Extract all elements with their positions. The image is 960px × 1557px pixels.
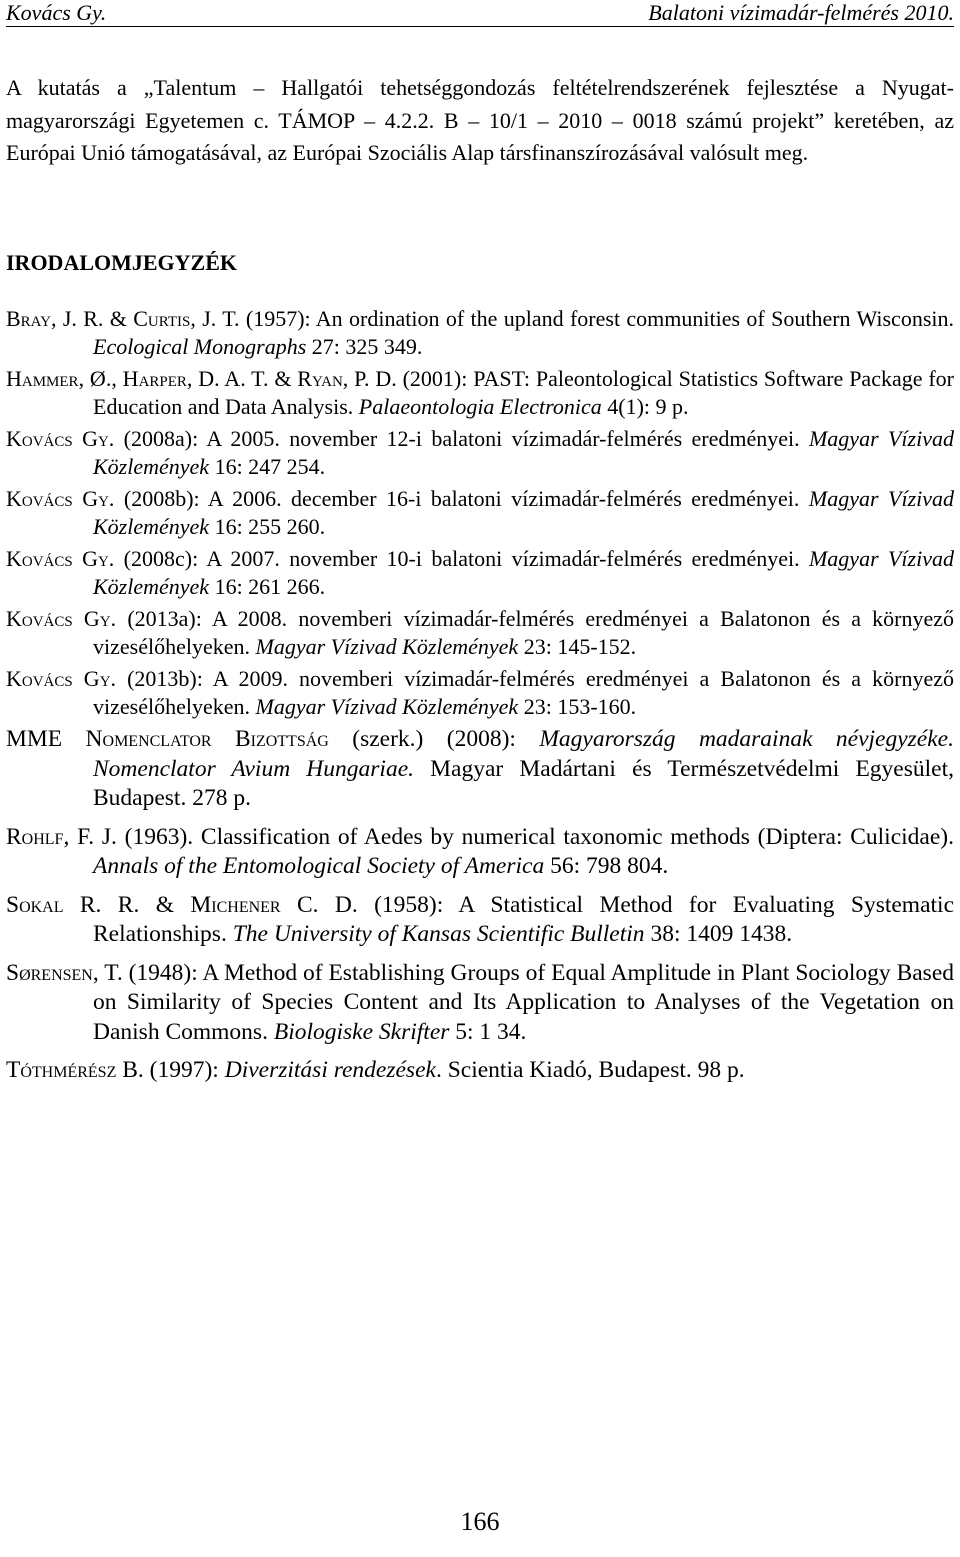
reference-text: (1948): A Method of Establishing Groups of Equal Amplitude in Plant Sociology Based on Similarity of Species Content and Its Application to Analyses of the Vegetation on Danish Commons. [93,959,954,1045]
reference-list [6,305,954,1095]
reference-source: Biologiske Skrifter [273,1018,450,1045]
reference-authors: Hammer, Ø., Harper, D. A. T. & Ryan, P. D. [6,366,397,391]
reference-item [6,365,954,420]
reference-authors: Rohlf, F. J. [6,823,117,850]
reference-text: (2001): PAST: Paleontological Statistics Software Package for Education and Data Analysis. [93,366,954,419]
reference-tail: Magyar Madártani és Természetvédelmi Egyesület, Budapest. 278 p. [93,755,954,811]
reference-text: (1997): [143,1057,225,1083]
reference-tail: 27: 325 349. [306,333,423,359]
reference-text: (1958): A Statistical Method for Evaluating Systematic Relationships. [93,891,954,947]
reference-authors: Bray, J. R. & Curtis, J. T. [6,306,240,331]
reference-tail: 23: 153-160. [518,693,637,719]
reference-item [6,305,954,360]
reference-source: Magyarország madarainak névjegyzéke. Nomenclator Avium Hungariae. [93,726,954,782]
reference-tail: 38: 1409 1438. [644,921,793,947]
reference-authors: Sørensen, T. [6,959,123,986]
header-author: Kovács Gy. [6,0,107,25]
reference-text: (2013b): A 2009. novemberi vízimadár-felmérés eredményei a Balatonon és a környező vizesélőhelyeken. [93,666,954,719]
reference-authors: Kovács Gy. [6,606,117,631]
reference-item [6,605,954,660]
reference-item [6,823,954,882]
reference-text: (2013a): A 2008. novemberi vízimadár-felmérés eredményei a Balatonon és a környező vizesélőhelyeken. [93,606,954,659]
reference-tail: 4(1): 9 p. [601,393,689,419]
reference-item [6,1056,954,1086]
reference-tail: 23: 145-152. [518,633,637,659]
reference-authors: Kovács Gy. [6,546,115,571]
reference-authors: Kovács Gy. [6,486,115,511]
section-title: IRODALOMJEGYZÉK [6,250,238,275]
reference-source: Magyar Vízivad Közlemények [255,693,519,719]
reference-text: (2008a): A 2005. november 12-i balatoni vízimadár-felmérés eredményei. [114,426,809,451]
reference-source: Magyar Vízivad Közlemények [93,546,954,599]
reference-item [6,665,954,720]
reference-text: (1963). Classification of Aedes by numerical taxonomic methods (Diptera: Culicidae). [116,823,954,850]
reference-tail: . Scientia Kiadó, Budapest. 98 p. [435,1057,745,1083]
reference-item [6,891,954,950]
reference-authors: Tóthmérész B. [6,1057,144,1083]
reference-source: Palaeontologia Electronica [358,393,602,419]
reference-item [6,425,954,480]
reference-tail: 16: 247 254. [209,453,326,479]
reference-authors: MME Nomenclator Bizottság [6,726,329,752]
reference-item [6,725,954,814]
reference-source: Ecological Monographs [93,333,307,359]
reference-tail: 16: 261 266. [209,573,326,599]
reference-text: (1957): An ordination of the upland forest communities of Southern Wisconsin. [239,306,954,331]
reference-item [6,959,954,1048]
reference-tail: 5: 1 34. [449,1018,527,1045]
reference-text: (szerk.) (2008): [328,726,540,752]
page-number: 166 [460,1507,500,1536]
reference-tail: 16: 255 260. [209,513,326,539]
reference-text: (2008c): A 2007. november 10-i balatoni vízimadár-felmérés eredményei. [114,546,809,571]
reference-item [6,485,954,540]
reference-text: (2008b): A 2006. december 16-i balatoni vízimadár-felmérés eredményei. [114,486,809,511]
header-title: Balatoni vízimadár-felmérés 2010. [648,0,954,25]
reference-source: Annals of the Entomological Society of America [93,853,545,879]
reference-source: The University of Kansas Scientific Bulletin [232,921,645,947]
reference-source: Diverzitási rendezések [224,1057,436,1083]
reference-source: Magyar Vízivad Közlemények [255,633,519,659]
reference-item [6,545,954,600]
acknowledgement-paragraph: A kutatás a „Talentum – Hallgatói tehetséggondozás feltételrendszerének fejlesztése a Nyugat-magyarországi Egyetemen c. TÁMOP – 4.2.2. B – 10/1 – 2010 – 0018 számú projekt” keretében, az Európai Unió támogatásával, az Európai Szociális Alap társfinanszírozásával valósult meg. [6,75,954,165]
reference-authors: Sokal R. R. & Michener C. D. [6,891,358,918]
reference-source: Magyar Vízivad Közlemények [93,426,954,479]
reference-authors: Kovács Gy. [6,426,115,451]
reference-authors: Kovács Gy. [6,666,117,691]
reference-tail: 56: 798 804. [544,853,669,879]
reference-source: Magyar Vízivad Közlemények [93,486,955,539]
running-header [6,0,954,27]
